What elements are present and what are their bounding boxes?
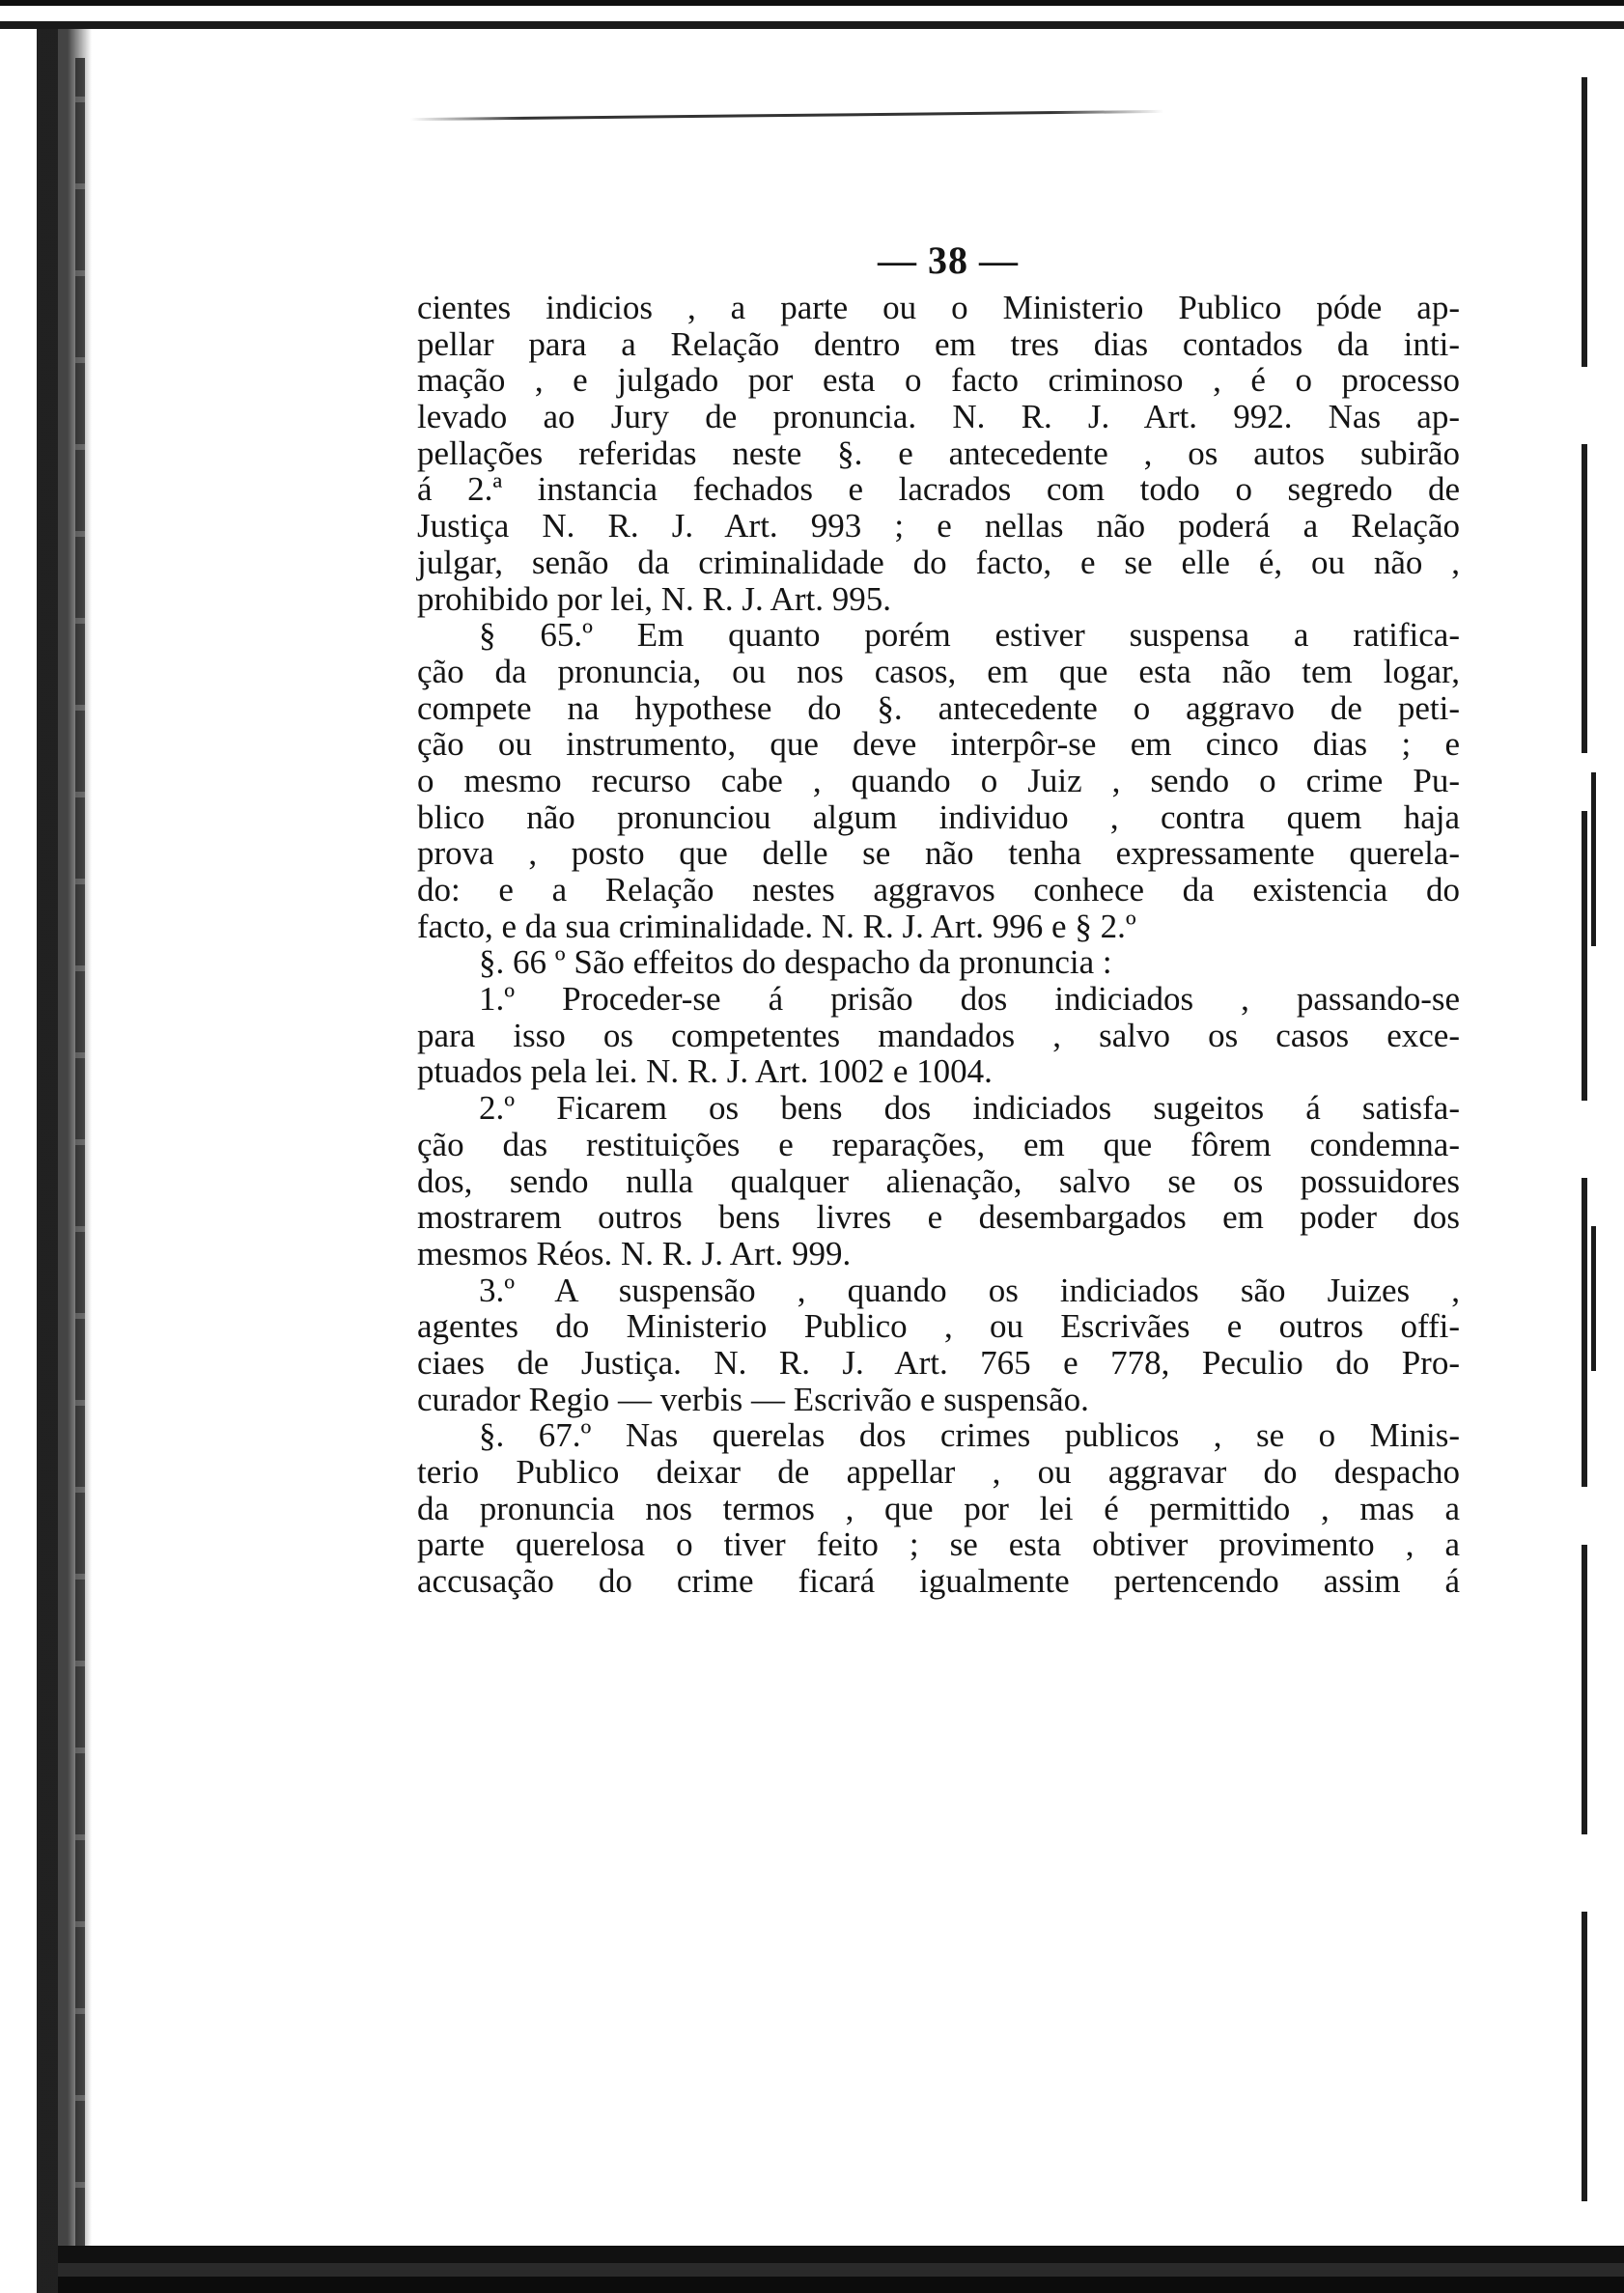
text-line: prohibido por lei, N. R. J. Art. 995. [417, 579, 891, 618]
text-line: blico não pronunciou algum individuo , contra quem haja [417, 797, 1460, 836]
text-line: prova , posto que delle se não tenha expressamente querela- [417, 834, 1460, 873]
text-line: 3.º A suspensão , quando os indiciados são Juizes , [479, 1271, 1460, 1309]
text-line: facto, e da sua criminalidade. N. R. J. Art. 996 e § 2.º [417, 907, 1136, 945]
top-rule [410, 110, 1163, 121]
text-line: parte querelosa o tiver feito ; se esta obtiver provimento , a [417, 1525, 1460, 1564]
text-line: agentes do Ministerio Publico , ou Escrivães e outros offi- [417, 1307, 1460, 1346]
text-line: ptuados pela lei. N. R. J. Art. 1002 e 1004. [417, 1052, 993, 1091]
text-line: mostrarem outros bens livres e desembargados em poder dos [417, 1198, 1460, 1237]
text-line: pellar para a Relação dentro em tres dias contados da inti- [417, 324, 1460, 363]
text-line: §. 66 º São effeitos do despacho da pronuncia : [479, 943, 1112, 982]
text-line: do: e a Relação nestes aggravos conhece da existencia do [417, 871, 1460, 909]
text-line: 1.º Proceder-se á prisão dos indiciados , passando-se [479, 980, 1460, 1019]
text-line: para isso os competentes mandados , salvo os casos exce- [417, 1016, 1460, 1054]
scan-mark [1591, 1226, 1596, 1371]
text-line: § 65.º Em quanto porém estiver suspensa a ratifica- [479, 616, 1460, 655]
text-line: compete na hypothese do §. antecedente o aggravo de peti- [417, 688, 1460, 727]
text-line: cientes indicios , a parte ou o Ministerio Publico póde ap- [417, 289, 1460, 326]
page-text [417, 232, 1460, 1600]
text-line: ção das restituições e reparações, em que fôrem condemna- [417, 1125, 1460, 1163]
scan-binding-shadow [75, 58, 85, 2259]
text-line: ção ou instrumento, que deve interpôr-se em cinco dias ; e [417, 725, 1460, 764]
page-number: — 38 — [878, 238, 1019, 282]
text-line: ciaes de Justiça. N. R. J. Art. 765 e 778, Peculio do Pro- [417, 1343, 1460, 1382]
text-line: o mesmo recurso cabe , quando o Juiz , sendo o crime Pu- [417, 761, 1460, 799]
text-line: da pronuncia nos termos , que por lei é permittido , mas a [417, 1489, 1460, 1527]
text-line: mação , e julgado por esta o facto criminoso , é o processo [417, 361, 1460, 400]
scan-mark [1591, 772, 1596, 946]
text-line: levado ao Jury de pronuncia. N. R. J. Art. 992. Nas ap- [417, 398, 1460, 436]
text-line: 2.º Ficarem os bens dos indiciados sugeitos á satisfa- [479, 1089, 1460, 1128]
page-lines [417, 290, 1460, 1600]
text-line: julgar, senão da criminalidade do facto, e se elle é, ou não , [417, 543, 1460, 581]
text-line: pellações referidas neste §. e antecedente , os autos subirão [417, 433, 1460, 472]
text-line: Justiça N. R. J. Art. 993 ; e nellas não poderá a Relação [417, 507, 1460, 545]
scan-edge-top [0, 0, 1624, 41]
scan-edge-bottom [58, 2238, 1624, 2293]
text-line: terio Publico deixar de appellar , ou aggravar do despacho [417, 1453, 1460, 1491]
text-line: mesmos Réos. N. R. J. Art. 999. [417, 1234, 852, 1272]
text-line: curador Regio — verbis — Escrivão e suspensão. [417, 1380, 1089, 1418]
text-line: §. 67.º Nas querelas dos crimes publicos , se o Minis- [479, 1416, 1460, 1455]
text-line: á 2.ª instancia fechados e lacrados com todo o segredo de [417, 470, 1460, 509]
scan-edge-right [1582, 77, 1587, 2201]
text-line: dos, sendo nulla qualquer alienação, salvo se os possuidores [417, 1161, 1460, 1200]
text-line: ção da pronuncia, ou nos casos, em que esta não tem logar, [417, 652, 1460, 690]
text-line: accusação do crime ficará igualmente pertencendo assim á [417, 1562, 1460, 1601]
